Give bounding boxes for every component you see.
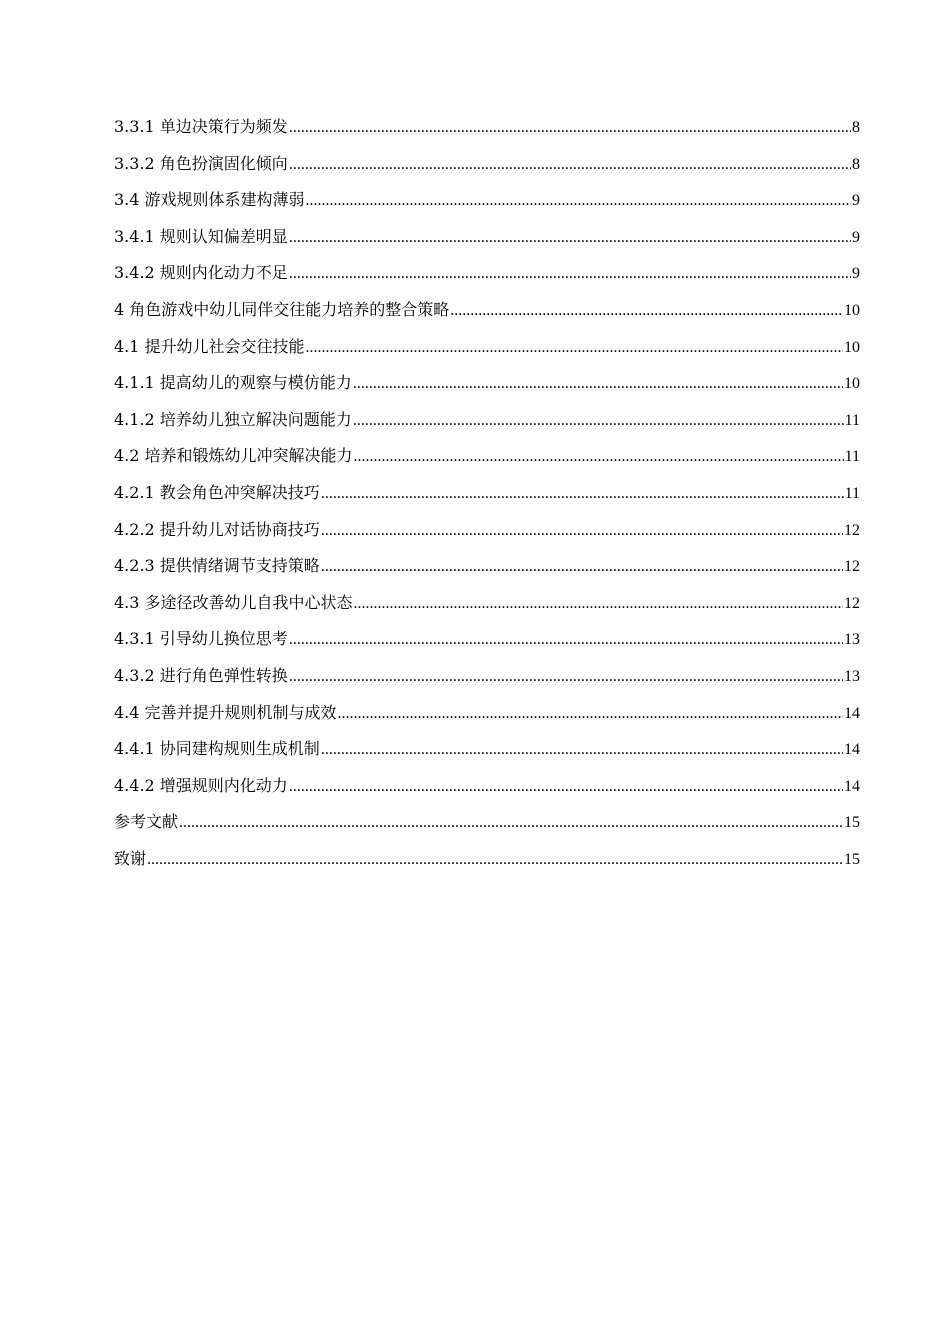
toc-entry-title: 3.3.2 角色扮演固化倾向 <box>114 153 288 173</box>
toc-dot-leader <box>289 150 851 180</box>
toc-entry-title: 4.1.2 培养幼儿独立解决问题能力 <box>114 409 352 429</box>
toc-entry-3-4-2[interactable] <box>114 258 860 295</box>
toc-entry-title: 3.3.1 单边决策行为频发 <box>114 117 288 136</box>
toc-entry-3-3-2[interactable] <box>114 149 860 186</box>
toc-entry-page-number: 10 <box>844 375 860 393</box>
toc-entry-page-number: 11 <box>844 484 860 502</box>
toc-dot-leader <box>306 333 843 363</box>
toc-entry-4-2-1[interactable] <box>114 478 860 515</box>
toc-dot-leader <box>306 186 851 216</box>
toc-dot-leader <box>321 552 843 582</box>
toc-entry-4-2[interactable] <box>114 441 860 478</box>
toc-dot-leader <box>179 808 843 838</box>
toc-dot-leader <box>289 223 851 253</box>
toc-entry-page-number: 9 <box>852 265 860 283</box>
toc-entry-4-3-2[interactable] <box>114 661 860 698</box>
toc-dot-leader <box>353 369 843 399</box>
toc-dot-leader <box>289 259 851 289</box>
toc-dot-leader <box>353 406 844 436</box>
toc-entry-3-3-1[interactable] <box>114 112 860 149</box>
toc-entry-4-2-3[interactable] <box>114 551 860 588</box>
toc-dot-leader <box>321 479 844 509</box>
toc-entry-title: 4.4 完善并提升规则机制与成效 <box>114 702 337 722</box>
toc-entry-4-3[interactable] <box>114 588 860 625</box>
toc-entry-page-number: 14 <box>844 741 860 759</box>
toc-entry-title: 4.4.1 协同建构规则生成机制 <box>114 739 320 759</box>
toc-entry-page-number: 10 <box>844 301 860 319</box>
toc-entry-page-number: 11 <box>844 411 860 429</box>
toc-entry-3-4-1[interactable] <box>114 222 860 259</box>
toc-entry-page-number: 15 <box>844 850 860 868</box>
toc-entry-4-3-1[interactable] <box>114 624 860 661</box>
toc-entry-title: 4.2.1 教会角色冲突解决技巧 <box>114 482 320 502</box>
toc-entry-page-number: 11 <box>844 448 860 466</box>
toc-entry-title: 4.1.1 提高幼儿的观察与模仿能力 <box>114 373 352 393</box>
toc-entry-4-1[interactable] <box>114 332 860 369</box>
toc-entry-title: 4.2 培养和锻炼幼儿冲突解决能力 <box>114 446 353 466</box>
toc-entry-page-number: 8 <box>852 155 860 173</box>
toc-entry-3-4[interactable] <box>114 185 860 222</box>
toc-entry-acknowledgements[interactable] <box>114 844 860 881</box>
toc-entry-page-number: 14 <box>844 777 860 795</box>
toc-entry-title: 参考文献 <box>114 812 179 832</box>
toc-entry-page-number: 13 <box>844 631 860 649</box>
toc-entry-title: 4.3 多途径改善幼儿自我中心状态 <box>114 592 353 612</box>
toc-dot-leader <box>354 589 843 619</box>
toc-entry-page-number: 15 <box>844 814 860 832</box>
toc-entry-page-number: 9 <box>852 228 860 246</box>
toc-dot-leader <box>338 699 843 729</box>
toc-dot-leader <box>321 516 843 546</box>
toc-entry-title: 4.2.2 提升幼儿对话协商技巧 <box>114 519 320 539</box>
toc-entry-4-1-1[interactable] <box>114 368 860 405</box>
toc-entry-page-number: 9 <box>852 192 860 210</box>
table-of-contents <box>114 112 860 880</box>
toc-entry-page-number: 14 <box>844 704 860 722</box>
toc-dot-leader <box>289 625 843 655</box>
toc-entry-page-number: 12 <box>844 521 860 539</box>
toc-entry-title: 4.2.3 提供情绪调节支持策略 <box>114 556 320 576</box>
toc-entry-title: 3.4.1 规则认知偏差明显 <box>114 226 288 246</box>
toc-entry-title: 4.3.2 进行角色弹性转换 <box>114 665 288 685</box>
toc-entry-title: 4.1 提升幼儿社会交往技能 <box>114 336 305 356</box>
toc-entry-title: 3.4 游戏规则体系建构薄弱 <box>114 190 305 210</box>
toc-entry-4-4-1[interactable] <box>114 734 860 771</box>
toc-entry-references[interactable] <box>114 807 860 844</box>
toc-entry-title: 4 角色游戏中幼儿同伴交往能力培养的整合策略 <box>114 299 450 319</box>
toc-entry-4-4[interactable] <box>114 698 860 735</box>
toc-entry-title: 3.4.2 规则内化动力不足 <box>114 263 288 283</box>
toc-entry-4-2-2[interactable] <box>114 515 860 552</box>
toc-entry-4-1-2[interactable] <box>114 405 860 442</box>
toc-entry-4[interactable] <box>114 295 860 332</box>
toc-dot-leader <box>289 662 843 692</box>
toc-entry-title: 4.4.2 增强规则内化动力 <box>114 775 288 795</box>
toc-dot-leader <box>289 772 843 802</box>
toc-dot-leader <box>289 113 851 143</box>
toc-entry-title: 4.3.1 引导幼儿换位思考 <box>114 629 288 649</box>
toc-entry-page-number: 10 <box>844 338 860 356</box>
toc-entry-page-number: 12 <box>844 558 860 576</box>
toc-dot-leader <box>450 296 843 326</box>
toc-entry-title: 致谢 <box>114 848 147 868</box>
toc-dot-leader <box>147 845 843 875</box>
toc-dot-leader <box>354 442 844 472</box>
toc-entry-page-number: 12 <box>844 594 860 612</box>
toc-entry-page-number: 8 <box>852 119 860 136</box>
toc-entry-page-number: 13 <box>844 667 860 685</box>
toc-dot-leader <box>321 735 843 765</box>
toc-entry-4-4-2[interactable] <box>114 771 860 808</box>
